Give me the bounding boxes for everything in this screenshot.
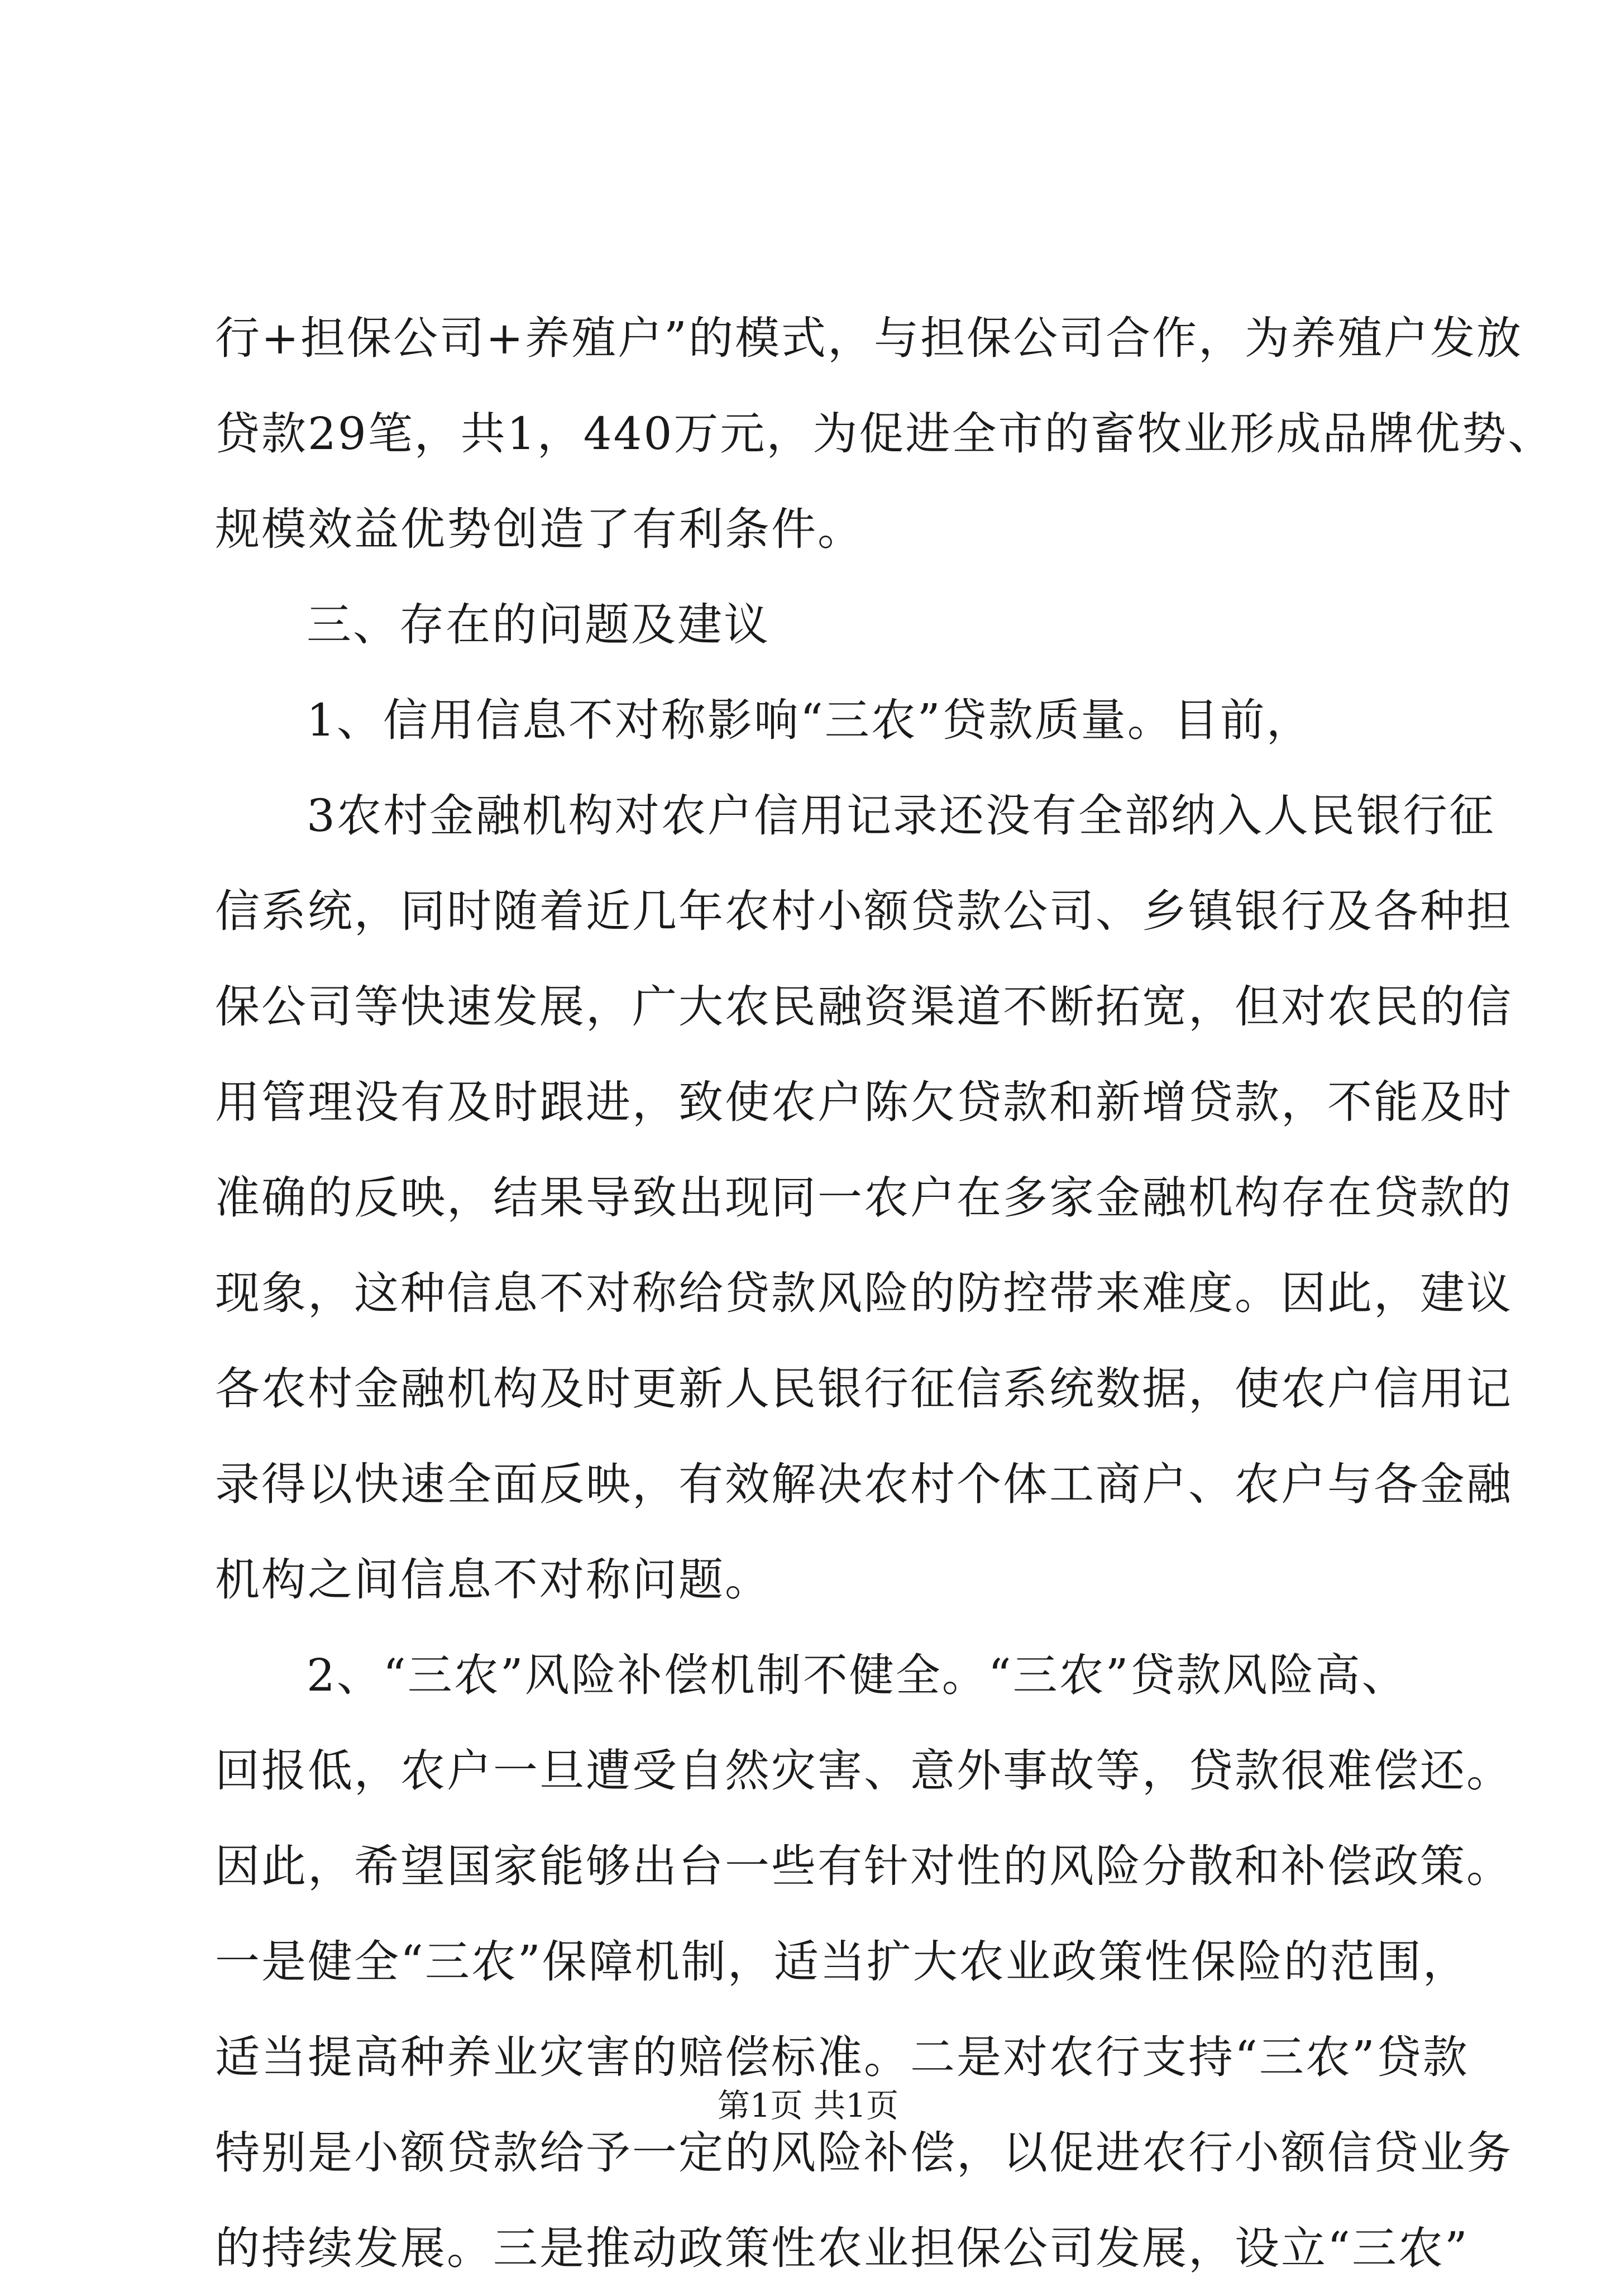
page-footer: 第1页 共1页 [717,2087,899,2125]
text-line: 一是健全“三农”保障机制，适当扩大农业政策性保险的范围， [215,1936,1469,1988]
text-line: 的持续发展。三是推动政策性农业担保公司发展，设立“三农” [215,2222,1469,2274]
text-line: 2、“三农”风险补偿机制不健全。“三农”贷款风险高、 [307,1649,1408,1701]
document-body [215,290,1555,2296]
text-line: 用管理没有及时跟进，致使农户陈欠贷款和新增贷款，不能及时 [215,1076,1513,1128]
text-line: 3农村金融机构对农户信用记录还没有全部纳入人民银行征 [307,790,1495,842]
text-line: 各农村金融机构及时更新人民银行征信系统数据，使农户信用记 [215,1363,1513,1415]
text-line: 信系统，同时随着近几年农村小额贷款公司、乡镇银行及各种担 [215,885,1513,937]
text-line: 特别是小额贷款给予一定的风险补偿，以促进农行小额信贷业务 [215,2127,1513,2179]
text-line: 因此，希望国家能够出台一些有针对性的风险分散和补偿政策。 [215,1840,1513,1892]
text-line: 1、信用信息不对称影响“三农”贷款质量。目前， [307,694,1313,746]
text-line: 现象，这种信息不对称给贷款风险的防控带来难度。因此，建议 [215,1267,1513,1319]
text-line: 准确的反映，结果导致出现同一农户在多家金融机构存在贷款的 [215,1172,1513,1224]
text-line: 保公司等快速发展，广大农民融资渠道不断拓宽，但对农民的信 [215,981,1513,1033]
text-line: 行+担保公司+养殖户”的模式，与担保公司合作，为养殖户发放 [215,312,1523,364]
text-line: 贷款29笔，共1，440万元，为促进全市的畜牧业形成品牌优势、 [215,408,1555,460]
text-line: 回报低，农户一旦遭受自然灾害、意外事故等，贷款很难偿还。 [215,1745,1513,1797]
section-heading: 三、存在的问题及建议 [307,599,770,651]
text-line: 机构之间信息不对称问题。 [215,1554,771,1606]
text-line: 录得以快速全面反映，有效解决农村个体工商户、农户与各金融 [215,1458,1513,1510]
text-line: 规模效益优势创造了有利条件。 [215,503,864,555]
text-line: 适当提高种养业灾害的赔偿标准。二是对农行支持“三农”贷款 [215,2031,1469,2083]
